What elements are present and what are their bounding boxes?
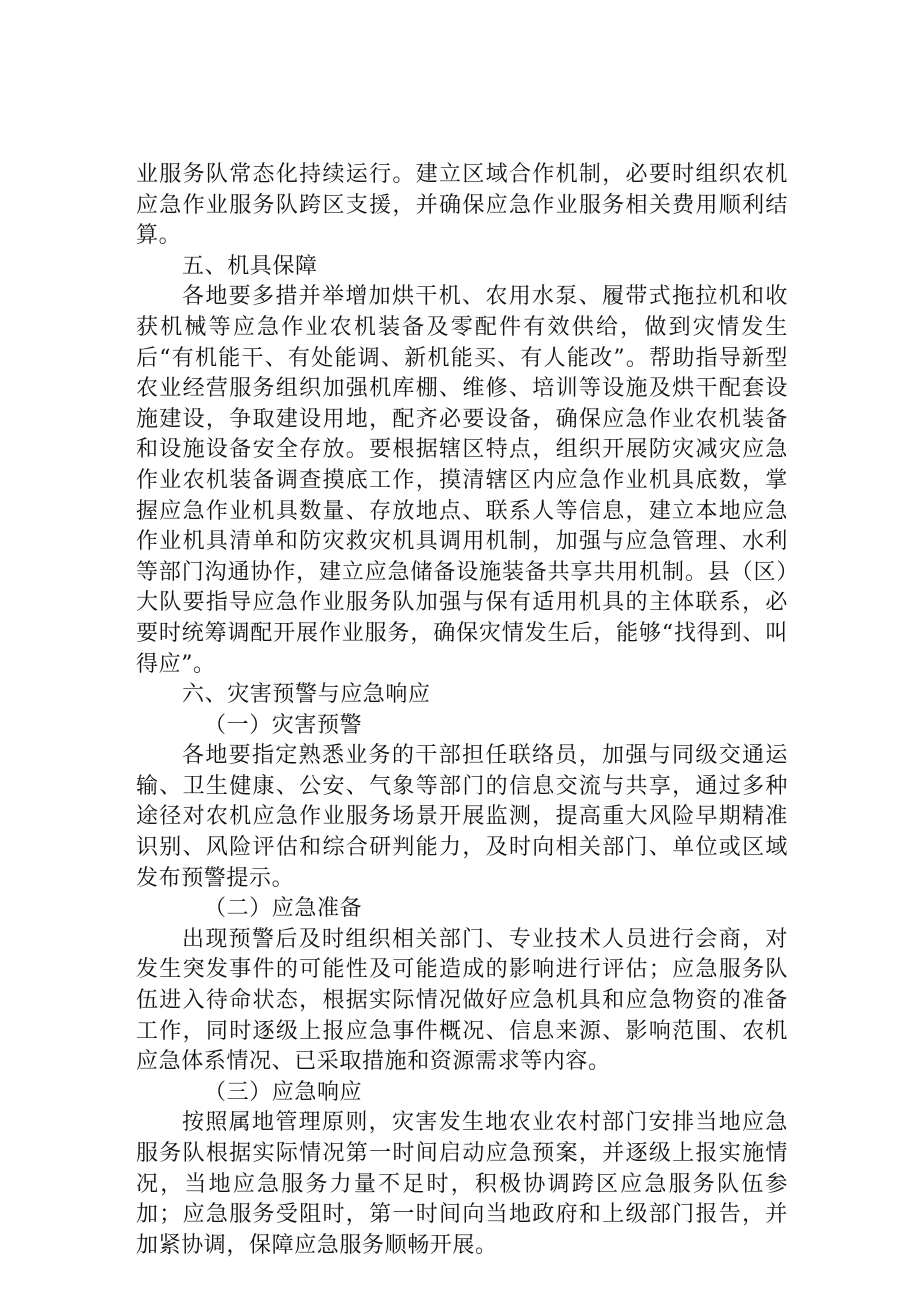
- paragraph-continuation: 业服务队常态化持续运行。建立区域合作机制，必要时组织农机应急作业服务队跨区支援，并确保应急作业服务相关费用顺利结算。: [136, 162, 788, 249]
- section-heading-warning-response: 六、灾害预警与应急响应: [182, 682, 431, 708]
- subheading-emergency-preparation: （二）应急准备: [204, 896, 363, 922]
- section-heading-equipment: 五、机具保障: [182, 253, 318, 279]
- paragraph-disaster-warning: 各地要指定熟悉业务的干部担任联络员，加强与同级交通运输、卫生健康、公安、气象等部门的信息交流与共享，通过多种途径对农机应急作业服务场景开展监测，提高重大风险早期精准识别、风险评估和综合研判能力，及时向相关部门、单位或区域发布预警提示。: [136, 743, 788, 891]
- document-body: [136, 160, 788, 1261]
- paragraph-emergency-preparation: 出现预警后及时组织相关部门、专业技术人员进行会商，对发生突发事件的可能性及可能造成的影响进行评估；应急服务队伍进入待命状态，根据实际情况做好应急机具和应急物资的准备工作，同时逐级上报应急事件概况、信息来源、影响范围、农机应急体系情况、已采取措施和资源需求等内容。: [136, 926, 788, 1075]
- paragraph-emergency-response: 按照属地管理原则，灾害发生地农业农村部门安排当地应急服务队根据实际情况第一时间启动应急预案，并逐级上报实施情况，当地应急服务力量不足时，积极协调跨区应急服务队伍参加；应急服务受阻时，第一时间向当地政府和上级部门报告，并加紧协调，保障应急服务顺畅开展。: [136, 1110, 788, 1258]
- paragraph-equipment: 各地要多措并举增加烘干机、农用水泵、履带式拖拉机和收获机械等应急作业农机装备及零配件有效供给，做到灾情发生后“有机能干、有处能调、新机能买、有人能改”。帮助指导新型农业经营服务组织加强机库棚、维修、培训等设施及烘干配套设施建设，争取建设用地，配齐必要设备，确保应急作业农机装备和设施设备安全存放。要根据辖区特点，组织开展防灾减灾应急作业农机装备调查摸底工作，摸清辖区内应急作业机具底数，掌握应急作业机具数量、存放地点、联系人等信息，建立本地应急作业机具清单和防灾救灾机具调用机制，加强与应急管理、水利等部门沟通协作，建立应急储备设施装备共享共用机制。县（区）大队要指导应急作业服务队加强与保有适用机具的主体联系，必要时统筹调配开展作业服务，确保灾情发生后，能够“找得到、叫得应”。: [136, 284, 788, 677]
- subheading-disaster-warning: （一）灾害预警: [204, 712, 363, 738]
- subheading-emergency-response: （三）应急响应: [204, 1079, 363, 1105]
